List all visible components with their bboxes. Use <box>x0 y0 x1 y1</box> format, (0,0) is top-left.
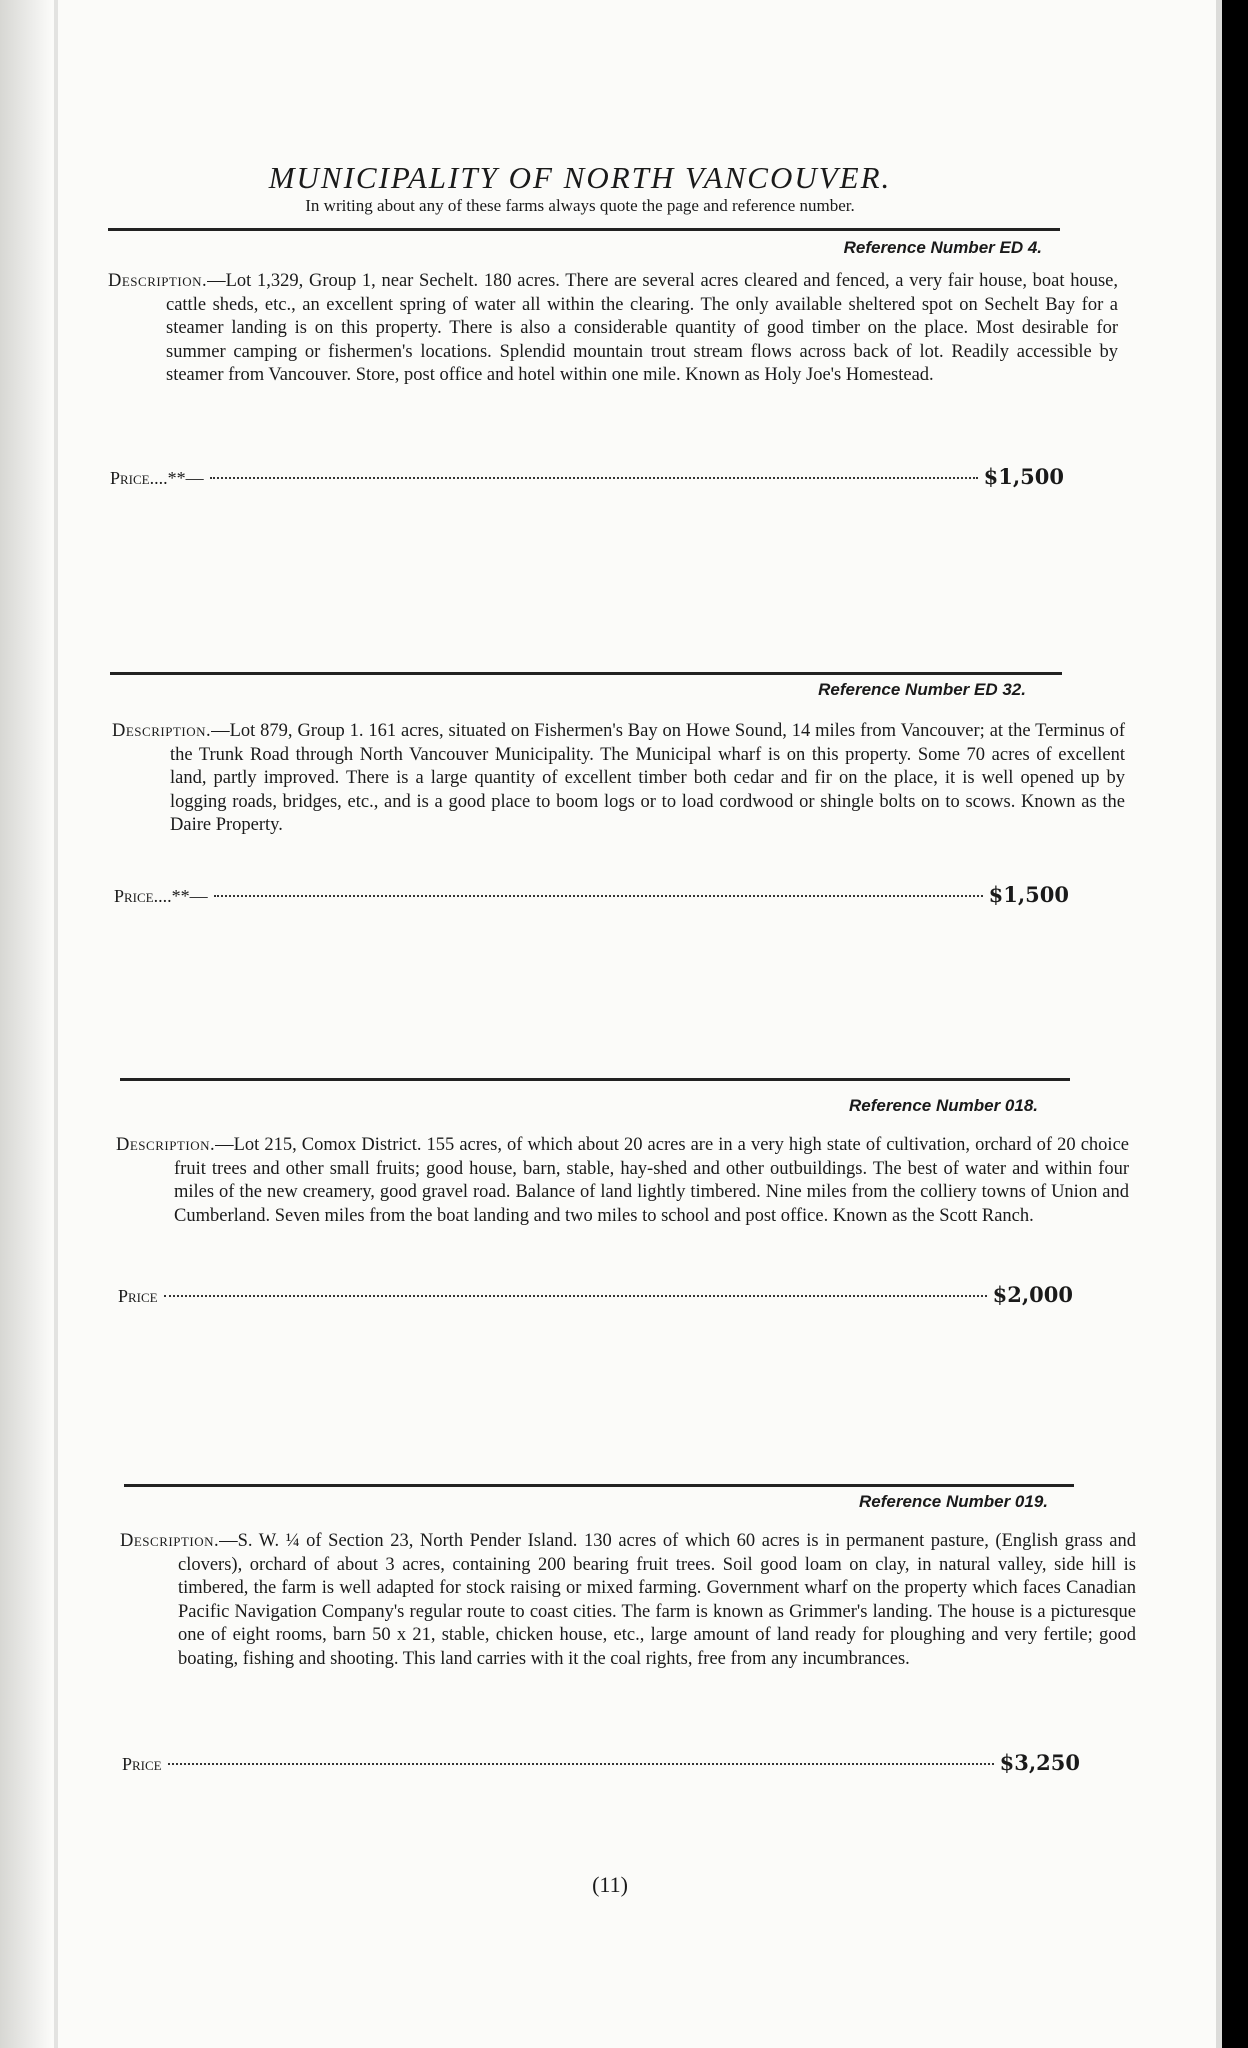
description-text: —Lot 1,329, Group 1, near Sechelt. 180 acres. There are several acres cleared and fenced, a very fair house, boat house, cattle sheds, etc., an excellent spring of water all within the clearing. The only available sheltered spot on Sechelt Bay for a steamer landing is on this property. There is also a considerable quantity of good timber on the place. Most desirable for summer camping or fishermen's locations. Splendid mountain trout stream flows across back of lot. Readily accessible by steamer from Vancouver. Store, post office and hotel within one mile. Known as Holy Joe's Homestead. <box>166 271 1118 385</box>
price-row <box>110 464 1064 489</box>
page-edge <box>1216 0 1222 2048</box>
listing-description <box>116 1134 1129 1228</box>
description-label: Description. <box>116 1135 216 1155</box>
page-subtitle: In writing about any of these farms always quote the page and reference number. <box>305 196 855 215</box>
spine-edge <box>54 0 58 2048</box>
reference-number: Reference Number 018. <box>849 1096 1038 1115</box>
listing-description <box>108 270 1118 388</box>
price-label: Price....**— <box>114 886 208 906</box>
dot-leader <box>210 477 978 479</box>
listing-description <box>112 720 1125 838</box>
book-spine <box>0 0 52 2048</box>
dot-leader <box>214 895 983 897</box>
price-row <box>122 1750 1080 1775</box>
reference-number: Reference Number ED 4. <box>843 238 1042 257</box>
price-label: Price <box>122 1754 162 1774</box>
header-rule <box>108 228 1060 231</box>
section-rule <box>120 1078 1070 1081</box>
description-label: Description. <box>108 271 208 291</box>
page-title: MUNICIPALITY OF NORTH VANCOUVER. <box>268 160 892 195</box>
page-number: (11) <box>592 1872 628 1897</box>
price-amount: $2,000 <box>992 1282 1073 1307</box>
price-row <box>114 882 1069 907</box>
listing-description <box>120 1530 1136 1671</box>
price-amount: $3,250 <box>999 1750 1080 1775</box>
price-row <box>118 1282 1073 1307</box>
description-label: Description. <box>112 721 212 741</box>
price-amount: $1,500 <box>983 464 1064 489</box>
dot-leader <box>164 1295 987 1297</box>
price-label: Price....**— <box>110 468 204 488</box>
section-rule <box>110 672 1062 675</box>
reference-number: Reference Number ED 32. <box>818 680 1026 699</box>
description-label: Description. <box>120 1531 220 1551</box>
description-text: —Lot 215, Comox District. 155 acres, of which about 20 acres are in a very high state of cultivation, orchard of 20 choice fruit trees and other small fruits; good house, barn, stable, hay-shed and other outbuildings. The best of water and within four miles of the new creamery, good gravel road. Balance of land lightly timbered. Nine miles from the colliery towns of Union and Cumberland. Seven miles from the boat landing and two miles to school and post office. Known as the Scott Ranch. <box>174 1135 1129 1226</box>
description-text: —Lot 879, Group 1. 161 acres, situated on Fishermen's Bay on Howe Sound, 14 miles from Vancouver; at the Terminus of the Trunk Road through North Vancouver Municipality. The Municipal wharf is on this property. Some 70 acres of excellent land, partly improved. There is a large quantity of excellent timber both cedar and fir on the place, it is well opened up by logging roads, bridges, etc., and is a good place to boom logs or to load cordwood or shingle bolts on to scows. Known as the Daire Property. <box>170 721 1125 835</box>
description-text: —S. W. ¼ of Section 23, North Pender Island. 130 acres of which 60 acres is in permanent pasture, (English grass and clovers), orchard of about 3 acres, containing 200 bearing fruit trees. Soil good loam on clay, in natural valley, side hill is timbered, the farm is well adapted for stock raising or mixed farming. Government wharf on the property which faces Canadian Pacific Navigation Company's regular route to coast cities. The farm is known as Grimmer's landing. The house is a picturesque one of eight rooms, barn 50 x 21, stable, chicken house, etc., large amount of land ready for ploughing and very fertile; good boating, fishing and shooting. This land carries with it the coal rights, free from any incumbrances. <box>178 1531 1136 1669</box>
reference-number: Reference Number 019. <box>859 1492 1048 1511</box>
section-rule <box>124 1484 1074 1487</box>
price-label: Price <box>118 1286 158 1306</box>
price-amount: $1,500 <box>988 882 1069 907</box>
dot-leader <box>168 1763 994 1765</box>
